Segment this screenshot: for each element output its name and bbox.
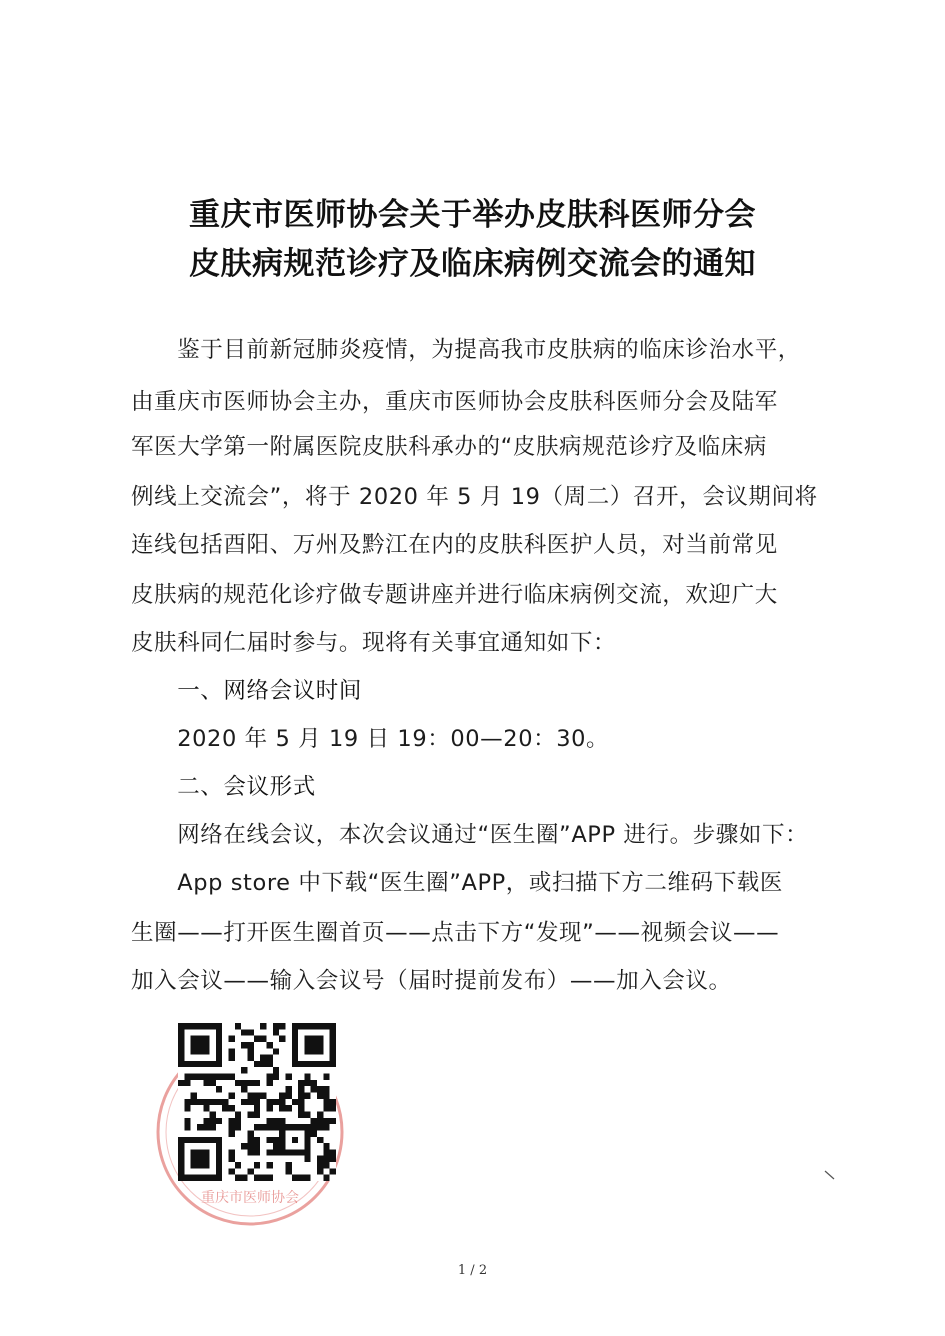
section-heading-format: 二、会议形式: [131, 774, 316, 800]
body-line: 皮肤科同仁届时参与。现将有关事宜通知如下：: [131, 630, 617, 656]
body-line: 生圈——打开医生圈首页——点击下方“发现”——视频会议——: [131, 920, 780, 946]
section-heading-time: 一、网络会议时间: [131, 678, 363, 704]
document-title-line-2: 皮肤病规范诊疗及临床病例交流会的通知: [189, 246, 756, 282]
meeting-time: 2020 年 5 月 19 日 19：00—20：30。: [131, 726, 610, 752]
body-line: 加入会议——输入会议号（届时提前发布）——加入会议。: [131, 968, 732, 994]
body-line: 例线上交流会”，将于 2020 年 5 月 19（周二）召开，会议期间将: [131, 484, 818, 510]
body-line: 军医大学第一附属医院皮肤科承办的“皮肤病规范诊疗及临床病: [131, 434, 767, 460]
body-line: 由重庆市医师协会主办，重庆市医师协会皮肤科医师分会及陆军: [131, 389, 778, 415]
body-line: 网络在线会议，本次会议通过“医生圈”APP 进行。步骤如下：: [131, 822, 809, 848]
seal-text: 重庆市医师协会: [201, 1190, 299, 1206]
body-line: App store 中下载“医生圈”APP，或扫描下方二维码下载医: [131, 870, 784, 896]
mark-icon: [823, 1168, 837, 1182]
document-title-line-1: 重庆市医师协会关于举办皮肤科医师分会: [189, 197, 756, 233]
body-line: 鉴于目前新冠肺炎疫情，为提高我市皮肤病的临床诊治水平，: [131, 337, 801, 363]
qr-code: [178, 1023, 336, 1181]
page-number: 1 / 2: [457, 1263, 488, 1278]
body-line: 皮肤病的规范化诊疗做专题讲座并进行临床病例交流，欢迎广大: [131, 582, 778, 608]
body-line: 连线包括酉阳、万州及黔江在内的皮肤科医护人员，对当前常见: [131, 532, 778, 558]
